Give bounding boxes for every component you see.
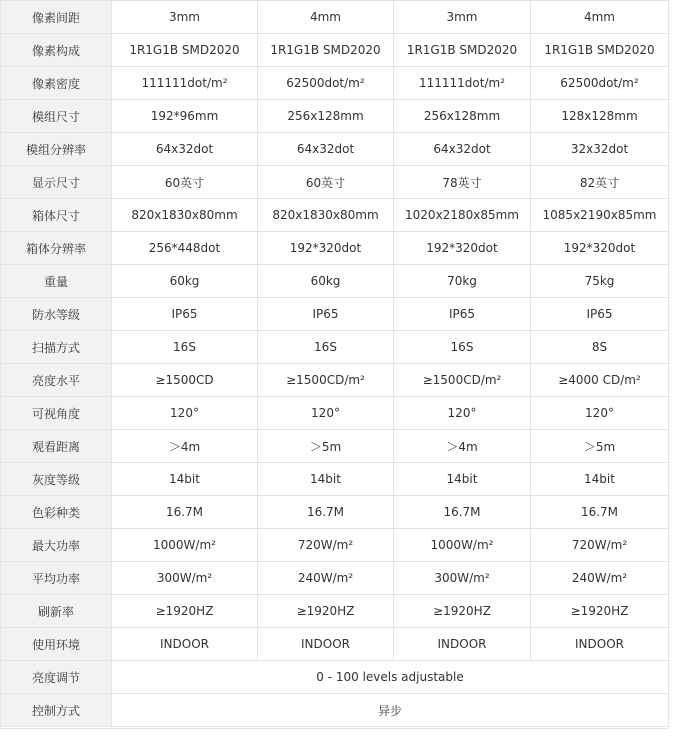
table-cell: INDOOR bbox=[112, 628, 258, 661]
table-cell: 1R1G1B SMD2020 bbox=[394, 34, 531, 67]
table-cell: 256x128mm bbox=[394, 100, 531, 133]
table-cell: 192*320dot bbox=[531, 232, 669, 265]
table-cell: 4mm bbox=[258, 1, 394, 34]
table-cell: 14bit bbox=[531, 463, 669, 496]
table-row bbox=[1, 100, 669, 133]
table-cell: IP65 bbox=[531, 298, 669, 331]
table-cell: IP65 bbox=[112, 298, 258, 331]
table-cell: 70kg bbox=[394, 265, 531, 298]
table-cell: 820x1830x80mm bbox=[258, 199, 394, 232]
table-cell: 16.7M bbox=[112, 496, 258, 529]
merged-cell: 异步 bbox=[112, 694, 669, 727]
row-label: 像素构成 bbox=[1, 34, 112, 67]
table-cell: ≥1920HZ bbox=[394, 595, 531, 628]
table-cell: ＞5m bbox=[531, 430, 669, 463]
table-cell: 78英寸 bbox=[394, 166, 531, 199]
table-cell: 120° bbox=[112, 397, 258, 430]
table-cell: 16.7M bbox=[531, 496, 669, 529]
table-cell: 3mm bbox=[394, 1, 531, 34]
table-cell: 14bit bbox=[112, 463, 258, 496]
table-cell: 720W/m² bbox=[531, 529, 669, 562]
table-cell: ≥1500CD/m² bbox=[394, 364, 531, 397]
table-row bbox=[1, 331, 669, 364]
table-row bbox=[1, 430, 669, 463]
table-cell: 240W/m² bbox=[258, 562, 394, 595]
row-label: 重量 bbox=[1, 265, 112, 298]
row-label: 刷新率 bbox=[1, 595, 112, 628]
table-row bbox=[1, 34, 669, 67]
row-label: 可视角度 bbox=[1, 397, 112, 430]
table-row bbox=[1, 265, 669, 298]
table-cell: INDOOR bbox=[258, 628, 394, 661]
table-cell: 111111dot/m² bbox=[112, 67, 258, 100]
table-cell: ＞4m bbox=[112, 430, 258, 463]
row-label: 箱体尺寸 bbox=[1, 199, 112, 232]
spec-table-body bbox=[1, 1, 669, 727]
table-row bbox=[1, 67, 669, 100]
table-cell: 256x128mm bbox=[258, 100, 394, 133]
table-cell: 82英寸 bbox=[531, 166, 669, 199]
table-cell: INDOOR bbox=[531, 628, 669, 661]
table-cell: 62500dot/m² bbox=[531, 67, 669, 100]
row-label: 观看距离 bbox=[1, 430, 112, 463]
table-cell: 300W/m² bbox=[394, 562, 531, 595]
table-cell: ＞4m bbox=[394, 430, 531, 463]
table-cell: IP65 bbox=[258, 298, 394, 331]
table-cell: 192*320dot bbox=[258, 232, 394, 265]
table-row bbox=[1, 694, 669, 727]
table-cell: ≥1500CD bbox=[112, 364, 258, 397]
row-label: 控制方式 bbox=[1, 694, 112, 727]
row-label: 平均功率 bbox=[1, 562, 112, 595]
table-cell: 192*96mm bbox=[112, 100, 258, 133]
table-row bbox=[1, 397, 669, 430]
table-cell: 60kg bbox=[112, 265, 258, 298]
table-cell: ＞5m bbox=[258, 430, 394, 463]
table-row bbox=[1, 661, 669, 694]
row-label: 使用环境 bbox=[1, 628, 112, 661]
table-cell: IP65 bbox=[394, 298, 531, 331]
table-row bbox=[1, 364, 669, 397]
merged-cell: 0 - 100 levels adjustable bbox=[112, 661, 669, 694]
table-cell: 1R1G1B SMD2020 bbox=[112, 34, 258, 67]
table-cell: 4mm bbox=[531, 1, 669, 34]
table-cell: 62500dot/m² bbox=[258, 67, 394, 100]
table-cell: 64x32dot bbox=[394, 133, 531, 166]
table-cell: 120° bbox=[531, 397, 669, 430]
table-cell: 60kg bbox=[258, 265, 394, 298]
table-cell: 1R1G1B SMD2020 bbox=[258, 34, 394, 67]
table-cell: 3mm bbox=[112, 1, 258, 34]
table-cell: 720W/m² bbox=[258, 529, 394, 562]
table-cell: 75kg bbox=[531, 265, 669, 298]
table-cell: 16S bbox=[112, 331, 258, 364]
table-cell: ≥1920HZ bbox=[531, 595, 669, 628]
table-row bbox=[1, 595, 669, 628]
table-cell: 16.7M bbox=[394, 496, 531, 529]
table-cell: 16.7M bbox=[258, 496, 394, 529]
table-row bbox=[1, 232, 669, 265]
table-cell: 8S bbox=[531, 331, 669, 364]
row-label: 色彩种类 bbox=[1, 496, 112, 529]
table-cell: 120° bbox=[394, 397, 531, 430]
table-cell: INDOOR bbox=[394, 628, 531, 661]
table-row bbox=[1, 496, 669, 529]
row-label: 防水等级 bbox=[1, 298, 112, 331]
table-cell: 240W/m² bbox=[531, 562, 669, 595]
table-row bbox=[1, 199, 669, 232]
table-row bbox=[1, 1, 669, 34]
table-cell: 16S bbox=[258, 331, 394, 364]
table-cell: 1000W/m² bbox=[394, 529, 531, 562]
row-label: 模组分辨率 bbox=[1, 133, 112, 166]
table-cell: 256*448dot bbox=[112, 232, 258, 265]
table-cell: 111111dot/m² bbox=[394, 67, 531, 100]
table-cell: 60英寸 bbox=[112, 166, 258, 199]
table-cell: 60英寸 bbox=[258, 166, 394, 199]
row-label: 箱体分辨率 bbox=[1, 232, 112, 265]
table-cell: 120° bbox=[258, 397, 394, 430]
table-cell: 32x32dot bbox=[531, 133, 669, 166]
table-row bbox=[1, 166, 669, 199]
row-label: 亮度水平 bbox=[1, 364, 112, 397]
table-cell: 14bit bbox=[394, 463, 531, 496]
table-bottom-edge bbox=[0, 728, 668, 729]
row-label: 像素密度 bbox=[1, 67, 112, 100]
table-cell: 820x1830x80mm bbox=[112, 199, 258, 232]
table-row bbox=[1, 298, 669, 331]
table-row bbox=[1, 628, 669, 661]
table-cell: 16S bbox=[394, 331, 531, 364]
table-cell: 300W/m² bbox=[112, 562, 258, 595]
table-cell: 14bit bbox=[258, 463, 394, 496]
table-cell: 1020x2180x85mm bbox=[394, 199, 531, 232]
table-cell: 1R1G1B SMD2020 bbox=[531, 34, 669, 67]
table-cell: ≥4000 CD/m² bbox=[531, 364, 669, 397]
table-cell: 64x32dot bbox=[258, 133, 394, 166]
table-row bbox=[1, 562, 669, 595]
table-row bbox=[1, 529, 669, 562]
row-label: 最大功率 bbox=[1, 529, 112, 562]
row-label: 显示尺寸 bbox=[1, 166, 112, 199]
row-label: 模组尺寸 bbox=[1, 100, 112, 133]
row-label: 灰度等级 bbox=[1, 463, 112, 496]
table-cell: ≥1920HZ bbox=[258, 595, 394, 628]
table-row bbox=[1, 133, 669, 166]
table-cell: 1085x2190x85mm bbox=[531, 199, 669, 232]
row-label: 亮度调节 bbox=[1, 661, 112, 694]
table-cell: 64x32dot bbox=[112, 133, 258, 166]
table-cell: 128x128mm bbox=[531, 100, 669, 133]
table-cell: ≥1500CD/m² bbox=[258, 364, 394, 397]
table-cell: 1000W/m² bbox=[112, 529, 258, 562]
table-cell: 192*320dot bbox=[394, 232, 531, 265]
table-cell: ≥1920HZ bbox=[112, 595, 258, 628]
row-label: 扫描方式 bbox=[1, 331, 112, 364]
table-row bbox=[1, 463, 669, 496]
row-label: 像素间距 bbox=[1, 1, 112, 34]
